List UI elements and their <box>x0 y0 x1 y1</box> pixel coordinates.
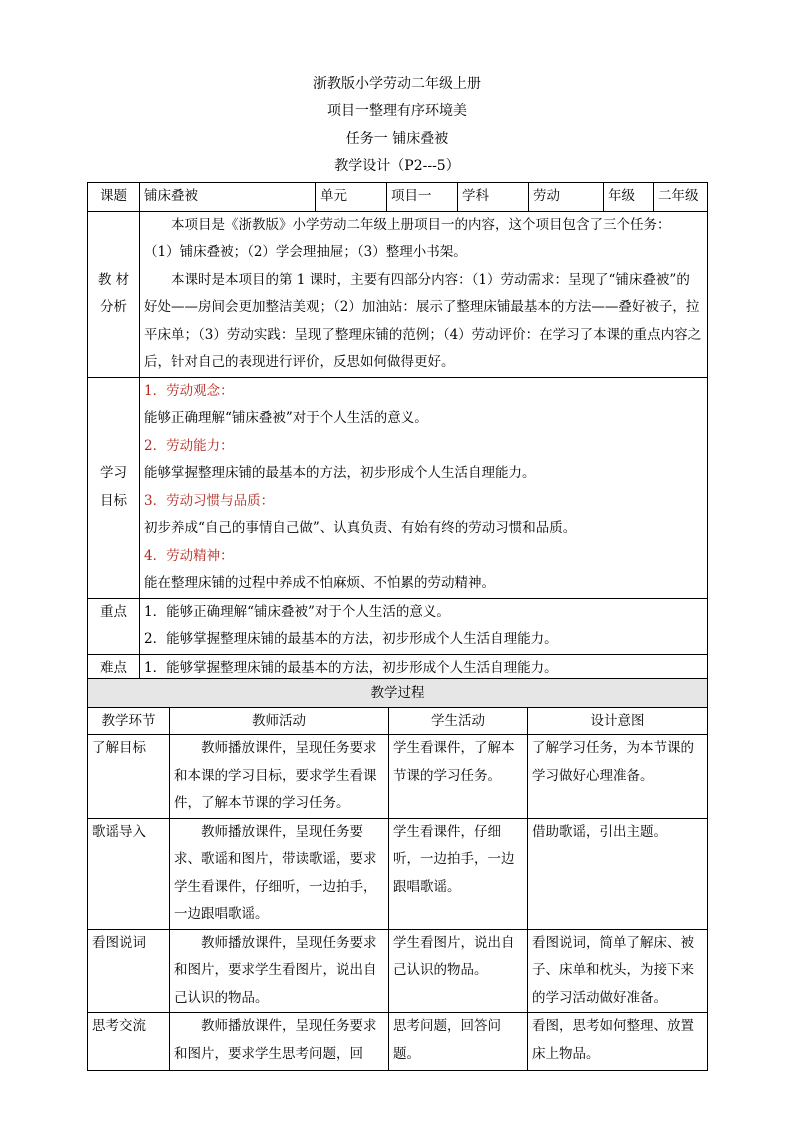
row-stage: 思考交流 <box>88 1013 170 1071</box>
row-student-activity: 学生看课件，了解本节课的学习任务。 <box>389 735 528 819</box>
row-teacher-activity: 教师播放课件，呈现任务要求和图片，要求学生思考问题，回 <box>170 1013 389 1071</box>
material-content <box>140 211 708 377</box>
key-point-2: 2．能够掌握整理床铺的最基本的方法，初步形成个人生活自理能力。 <box>144 631 558 647</box>
goal-text-2: 能够掌握整理床铺的最基本的方法，初步形成个人生活自理能力。 <box>144 465 536 481</box>
row-student-activity: 思考问题，回答问题。 <box>389 1013 528 1071</box>
doc-title-line-4: 教学设计（P2---5） <box>334 158 460 174</box>
material-paragraph-2: 本课时是本项目的第 1 课时，主要有四部分内容：（1）劳动需求：呈现了“铺床叠被”的好处——房间会更加整洁美观；（2）加油站：展示了整理床铺最基本的方法——叠好被子，拉平床单；（3）劳动实践：呈现了整理床铺的范例；（4）劳动评价：在学习了本课的重点内容之后，针对自己的表现进行评价，反思如何做得更好。 <box>144 271 702 370</box>
row-design-intent: 了解学习任务，为本节课的学习做好心理准备。 <box>528 735 708 819</box>
goal-text-4: 能在整理床铺的过程中养成不怕麻烦、不怕累的劳动精神。 <box>144 575 495 591</box>
material-row <box>88 211 708 377</box>
topic-value: 铺床叠被 <box>140 183 316 212</box>
doc-title-line-1: 浙教版小学劳动二年级上册 <box>313 76 481 92</box>
goals-label <box>88 377 140 598</box>
doc-title-line-2: 项目一整理有序环境美 <box>327 103 467 119</box>
goal-heading-3: 3．劳动习惯与品质： <box>144 492 275 509</box>
difficulties-label: 难点 <box>88 654 140 683</box>
subject-label: 学科 <box>458 183 529 212</box>
goals-label-line-1: 学习 <box>100 465 127 481</box>
subject-value: 劳动 <box>529 183 604 212</box>
goal-text-3: 初步养成“自己的事情自己做”、认真负责、有始有终的劳动习惯和品质。 <box>144 520 577 536</box>
table-row <box>88 818 708 929</box>
key-points-row <box>88 598 708 654</box>
column-header-stage: 教学环节 <box>88 708 170 735</box>
unit-label: 单元 <box>316 183 387 212</box>
row-design-intent: 看图，思考如何整理、放置床上物品。 <box>528 1013 708 1071</box>
row-teacher-activity: 教师播放课件，呈现任务要求、歌谣和图片，带读歌谣，要求学生看课件，仔细听，一边拍手，一边跟唱歌谣。 <box>170 818 389 929</box>
goal-heading-4: 4．劳动精神： <box>144 547 234 564</box>
topic-row <box>88 183 708 212</box>
row-student-activity: 学生看图片，说出自己认识的物品。 <box>389 929 528 1013</box>
row-design-intent: 借助歌谣，引出主题。 <box>528 818 708 929</box>
material-label-line-1: 教 材 <box>97 271 130 288</box>
material-paragraph-1a: 本项目是《浙教版》小学劳动二年级上册项目一的内容，这个项目包含了三个任务： <box>171 216 671 233</box>
row-stage: 看图说词 <box>88 929 170 1013</box>
goal-heading-1: 1．劳动观念： <box>144 382 234 399</box>
key-points-content <box>140 598 708 654</box>
doc-title-line-3: 任务一 铺床叠被 <box>345 131 449 147</box>
key-points-label: 重点 <box>88 598 140 654</box>
column-header-teacher: 教师活动 <box>170 708 389 735</box>
material-paragraph-1b: （1）铺床叠被；（2）学会理抽屉；（3）整理小书架。 <box>144 244 467 260</box>
row-stage: 歌谣导入 <box>88 818 170 929</box>
goals-row <box>88 377 708 598</box>
material-label <box>88 211 140 377</box>
table-row <box>88 1013 708 1071</box>
grade-label: 年级 <box>604 183 654 212</box>
goal-text-1: 能够正确理解“铺床叠被”对于个人生活的意义。 <box>144 410 428 426</box>
row-teacher-activity: 教师播放课件，呈现任务要求和图片，要求学生看图片，说出自己认识的物品。 <box>170 929 389 1013</box>
key-point-1: 1．能够正确理解“铺床叠被”对于个人生活的意义。 <box>144 603 450 620</box>
unit-value: 项目一 <box>387 183 458 212</box>
column-header-student: 学生活动 <box>389 708 528 735</box>
process-table <box>87 678 708 1071</box>
row-stage: 了解目标 <box>88 735 170 819</box>
process-title-row <box>88 679 708 708</box>
info-table <box>87 182 708 683</box>
row-student-activity: 学生看课件，仔细听，一边拍手，一边跟唱歌谣。 <box>389 818 528 929</box>
goals-label-line-2: 目标 <box>100 492 127 509</box>
goal-heading-2: 2．劳动能力： <box>144 437 234 454</box>
row-teacher-activity: 教师播放课件，呈现任务要求和本课的学习目标，要求学生看课件，了解本节课的学习任务。 <box>170 735 389 819</box>
process-header-row <box>88 708 708 735</box>
table-row <box>88 735 708 819</box>
table-row <box>88 929 708 1013</box>
material-label-line-2: 分析 <box>100 299 127 315</box>
difficulty-1: 1．能够掌握整理床铺的最基本的方法，初步形成个人生活自理能力。 <box>144 659 558 676</box>
column-header-intent: 设计意图 <box>528 708 708 735</box>
topic-label: 课题 <box>88 183 140 212</box>
grade-value: 二年级 <box>654 183 708 212</box>
goals-content <box>140 377 708 598</box>
process-title: 教学过程 <box>88 679 708 708</box>
row-design-intent: 看图说词，简单了解床、被子、床单和枕头，为接下来的学习活动做好准备。 <box>528 929 708 1013</box>
